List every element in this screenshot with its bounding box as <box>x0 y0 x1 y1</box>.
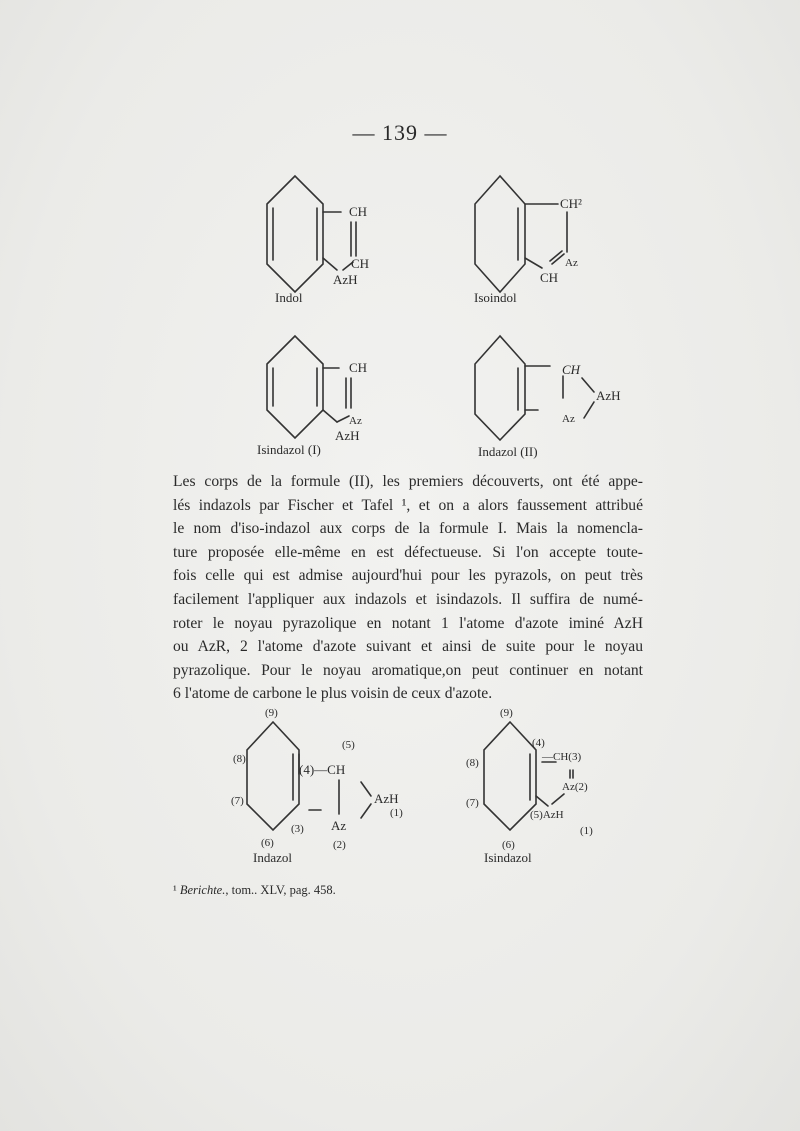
footnote <box>173 883 336 898</box>
indol-ch-top: CH <box>349 204 368 219</box>
isoindol-az: Az <box>565 257 578 269</box>
indazol-2-structure <box>470 330 640 460</box>
isoindol-ch2: CH² <box>560 196 582 211</box>
body-paragraph <box>173 470 643 706</box>
isindazol-1-azh: AzH <box>335 428 360 443</box>
indazol-2-caption: Indazol (II) <box>478 444 538 459</box>
isindazol-numbered-caption: Isindazol <box>484 850 532 865</box>
indazol-n7: (7) <box>231 795 244 807</box>
indazol-n8: (8) <box>233 753 246 765</box>
indazol-n4ch: (4)—CH <box>299 762 346 777</box>
indazol-n1: (1) <box>390 807 403 819</box>
body-line: ou AzR, 2 l'atome d'azote suivant et ainsi de suite pour le noyau <box>173 638 643 656</box>
body-line: roter le noyau pyrazolique en notant 1 l'atome d'azote iminé AzH <box>173 614 643 632</box>
isindazol-n5azh: (5)AzH <box>530 809 564 821</box>
isoindol-structure <box>470 170 610 315</box>
isindazol-1-caption: Isindazol (I) <box>257 442 321 457</box>
isindazol-n9: (9) <box>500 707 513 719</box>
indazol-az: Az <box>331 818 347 833</box>
body-line: le nom d'iso-indazol aux corps de la formule I. Mais la nomencla- <box>173 520 643 538</box>
isindazol-n4: (4) <box>532 737 545 749</box>
body-line: Les corps de la formule (II), les premiers découverts, ont été appe- <box>173 473 643 490</box>
body-line: facilement l'appliquer aux indazols et isindazols. Il suffira de numé- <box>173 590 643 608</box>
footnote-rest: , tom.. XLV, pag. 458. <box>225 883 336 897</box>
isindazol-1-az: Az <box>349 415 362 427</box>
indazol-azh: AzH <box>374 791 399 806</box>
isoindol-caption: Isoindol <box>474 290 517 305</box>
body-line: fois celle qui est admise aujourd'hui pour les pyrazols, on peut très <box>173 567 643 585</box>
isindazol-n1: (1) <box>580 825 593 837</box>
indol-azh: AzH <box>333 272 358 287</box>
indazol-numbered-caption: Indazol <box>253 850 292 865</box>
isindazol-n7: (7) <box>466 797 479 809</box>
isindazol-n6: (6) <box>502 839 515 851</box>
isindazol-numbered-structure <box>462 700 662 890</box>
indazol-n3: (3) <box>291 823 304 835</box>
isindazol-az2: Az(2) <box>562 781 588 793</box>
page-number: — 139 — <box>352 120 448 145</box>
body-line: pyrazolique. Pour le noyau aromatique,on peut continuer en notant <box>173 661 643 679</box>
indol-structure <box>255 170 385 310</box>
indazol-n6: (6) <box>261 837 274 849</box>
indazol-2-ch: CH <box>562 362 581 377</box>
indazol-n9: (9) <box>265 707 278 719</box>
isindazol-ch3: —CH(3) <box>542 751 582 763</box>
footnote-source: Berichte. <box>179 883 226 897</box>
indazol-n2: (2) <box>333 839 346 851</box>
indazol-2-az: Az <box>562 413 575 425</box>
body-line: lés indazols par Fischer et Tafel ¹, et on a alors faussement attribué <box>173 496 643 514</box>
indol-ch-bottom: CH <box>351 256 370 271</box>
body-line: ture proposée elle-même en est défectueuse. Si l'on accepte toute- <box>173 543 643 561</box>
isoindol-ch: CH <box>540 270 559 285</box>
indazol-2-azh: AzH <box>596 388 621 403</box>
isindazol-1-ch: CH <box>349 360 368 375</box>
isindazol-1-structure <box>255 330 395 460</box>
indazol-numbered-structure <box>225 700 425 870</box>
body-line: 6 l'atome de carbone le plus voisin de ceux d'azote. <box>173 685 493 703</box>
indol-caption: Indol <box>275 290 303 305</box>
indazol-n5: (5) <box>342 739 355 751</box>
isindazol-n8: (8) <box>466 757 479 769</box>
footnote-mark: ¹ <box>173 883 177 897</box>
